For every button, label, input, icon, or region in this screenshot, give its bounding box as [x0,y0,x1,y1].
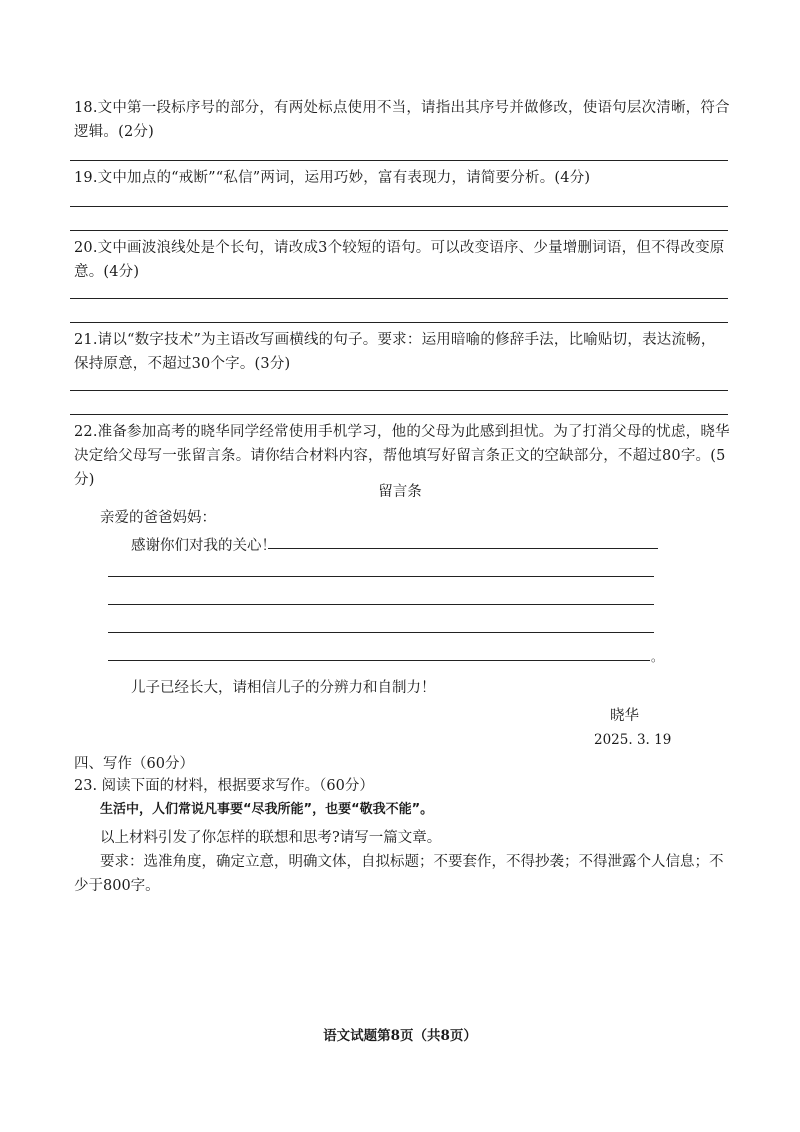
note-title: 留言条 [378,484,422,500]
note-fill-line [108,576,654,577]
note-thanks: 感谢你们对我的关心！ [131,538,276,554]
answer-line [70,298,728,299]
writing-prompt: 以上材料引发了你怎样的联想和思考?请写一篇文章。 [100,830,442,846]
question-18: 18.文中第一段标序号的部分，有两处标点使用不当，请指出其序号并做修改，使语句层次清晰，符合逻辑。(2分) [74,100,730,140]
question-20: 20.文中画波浪线处是个长句，请改成3个较短的语句。可以改变语序、少量增删词语，但不得改变原意。(4分) [74,240,725,280]
note-period: 。 [651,650,664,664]
note-closing: 儿子已经长大，请相信儿子的分辨力和自制力！ [131,680,436,696]
answer-line [70,322,728,323]
page-footer: 语文试题第8页（共8页） [323,1028,477,1044]
section-heading-writing: 四、写作（60分） [74,756,194,772]
question-19: 19.文中加点的“戒断”“私信”两词，运用巧妙，富有表现力，请简要分析。(4分) [74,170,591,186]
question-23: 23. 阅读下面的材料，根据要求写作。（60分） [74,778,374,794]
answer-line [70,160,728,161]
question-22: 22.准备参加高考的晓华同学经常使用手机学习，他的父母为此感到担忧。为了打消父母的忧虑，晓华决定给父母写一张留言条。请你结合材料内容，帮他填写好留言条正文的空缺部分，不超过80字。(5分) [74,424,730,488]
note-fill-line [108,604,654,605]
note-fill-line [268,548,658,549]
note-fill-line [108,632,654,633]
question-21: 21.请以“数字技术”为主语改写画横线的句子。要求：运用暗喻的修辞手法，比喻贴切，表达流畅，保持原意，不超过30个字。(3分) [74,332,716,372]
answer-line [70,414,728,415]
writing-material: 生活中，人们常说凡事要“尽我所能”，也要“敬我不能”。 [100,802,434,817]
answer-line [70,206,728,207]
answer-line [70,390,728,391]
note-fill-line [108,660,650,661]
writing-requirements: 要求：选准角度，确定立意，明确文体，自拟标题；不要套作，不得抄袭；不得泄露个人信息；不少于800字。 [74,854,724,894]
answer-line [70,230,728,231]
note-signature: 晓华 [610,708,639,724]
note-greeting: 亲爱的爸爸妈妈： [100,510,216,526]
note-date: 2025. 3. 19 [594,732,672,748]
